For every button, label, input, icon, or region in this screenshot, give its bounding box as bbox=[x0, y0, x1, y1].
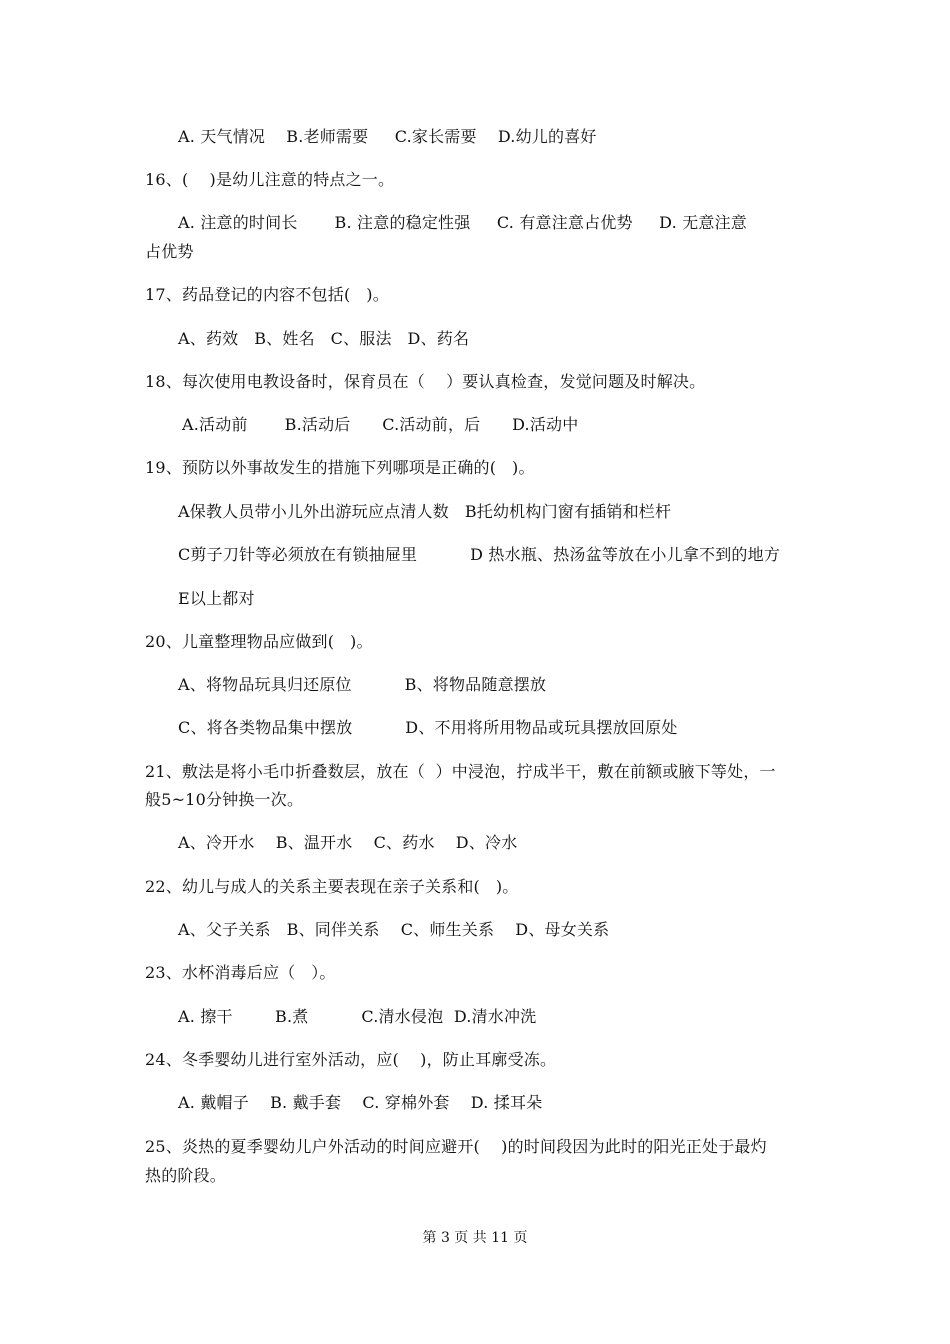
q20-options-ab: A、将物品玩具归还原位 B、将物品随意摆放 bbox=[178, 675, 547, 694]
q19-option-e: E以上都对 bbox=[178, 589, 255, 608]
q22-options: A、父子关系 B、同伴关系 C、师生关系 D、母女关系 bbox=[178, 920, 610, 939]
q19-options-cd: C剪子刀针等必须放在有锁抽屉里 D 热水瓶、热汤盆等放在小儿拿不到的地方 bbox=[178, 545, 781, 564]
q15-options: A. 天气情况 B.老师需要 C.家长需要 D.幼儿的喜好 bbox=[178, 127, 597, 146]
q25-question-continued: 热的阶段。 bbox=[145, 1166, 227, 1185]
q24-options: A. 戴帽子 B. 戴手套 C. 穿棉外套 D. 揉耳朵 bbox=[178, 1093, 543, 1112]
q16-question: 16、( )是幼儿注意的特点之一。 bbox=[145, 170, 395, 189]
q21-question-continued: 般5~10分钟换一次。 bbox=[145, 790, 304, 809]
q16-options: A. 注意的时间长 B. 注意的稳定性强 C. 有意注意占优势 D. 无意注意 bbox=[178, 213, 747, 232]
q21-question: 21、敷法是将小毛巾折叠数层，放在（ ）中浸泡，拧成半干，敷在前额或腋下等处，一 bbox=[145, 762, 776, 781]
q22-question: 22、幼儿与成人的关系主要表现在亲子关系和( )。 bbox=[145, 877, 519, 896]
q16-options-continued: 占优势 bbox=[145, 242, 194, 261]
q19-question: 19、预防以外事故发生的措施下列哪项是正确的( )。 bbox=[145, 458, 535, 477]
q18-question: 18、每次使用电教设备时，保育员在（ ）要认真检查，发觉问题及时解决。 bbox=[145, 372, 706, 391]
q24-question: 24、冬季婴幼儿进行室外活动，应( )，防止耳廓受冻。 bbox=[145, 1050, 557, 1069]
q19-options-ab: A保教人员带小儿外出游玩应点清人数 B托幼机构门窗有插销和栏杆 bbox=[178, 502, 672, 521]
q18-options: A.活动前 B.活动后 C.活动前，后 D.活动中 bbox=[182, 415, 579, 434]
q17-options: A、药效 B、姓名 C、服法 D、药名 bbox=[178, 329, 470, 348]
q20-options-cd: C、将各类物品集中摆放 D、不用将所用物品或玩具摆放回原处 bbox=[178, 718, 678, 737]
q17-question: 17、药品登记的内容不包括( )。 bbox=[145, 285, 389, 304]
q25-question: 25、炎热的夏季婴幼儿户外活动的时间应避开( )的时间段因为此时的阳光正处于最灼 bbox=[145, 1137, 767, 1156]
q20-question: 20、儿童整理物品应做到( )。 bbox=[145, 632, 373, 651]
page-number-footer: 第 3 页 共 11 页 bbox=[422, 1230, 528, 1246]
q23-options: A. 擦干 B.煮 C.清水侵泡 D.清水冲洗 bbox=[178, 1007, 537, 1026]
q21-options: A、冷开水 B、温开水 C、药水 D、冷水 bbox=[178, 833, 518, 852]
q23-question: 23、水杯消毒后应（ ）。 bbox=[145, 963, 336, 982]
